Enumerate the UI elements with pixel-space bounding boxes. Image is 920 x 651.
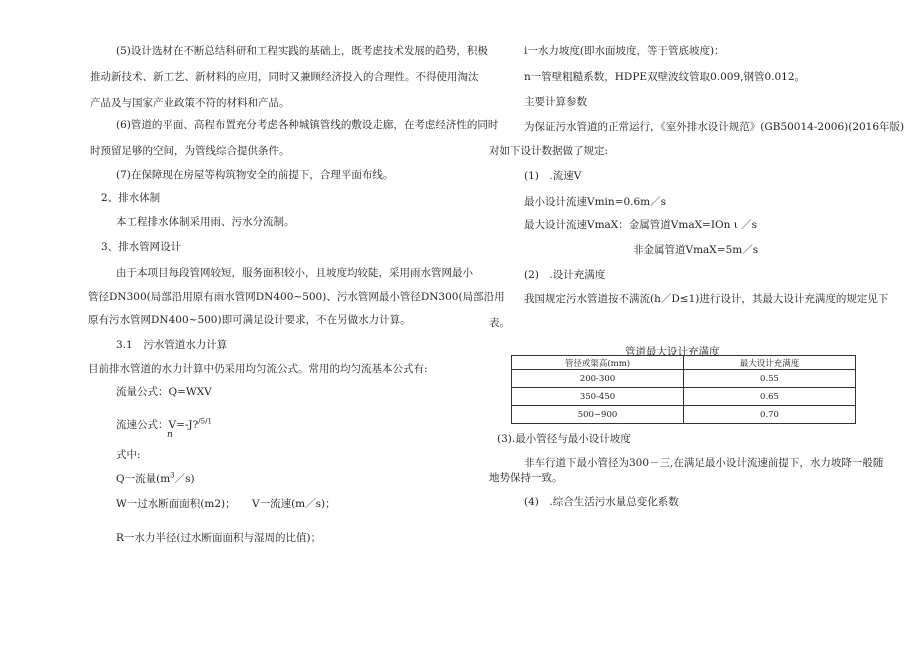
speed-formula-exponent: /5/1 (198, 417, 212, 426)
para-5-line-1: (5)设计选材在不断总结科研和工程实践的基础上，既考虑技术发展的趋势，积极 (116, 45, 488, 57)
table-header-max-fill: 最大设计充满度 (684, 356, 856, 370)
table-row (512, 406, 856, 424)
main-params-heading: 主要计算参数 (524, 96, 587, 108)
v-definition: V一流速(m／s)； (252, 498, 336, 510)
speed-formula-text: 流速公式：V=-J? (116, 419, 199, 431)
para-7-line-1: (7)在保障现在房屋等构筑物安全的前提下，合理平面布线。 (116, 169, 394, 181)
r-definition: R一水力半径(过水断面面积与湿周的比值)； (116, 532, 322, 544)
q-definition-text: Q一流量(m (116, 473, 171, 485)
vmin-text: 最小设计流速Vmin=0.6m／s (524, 196, 667, 208)
vmax-nonmetal-text: 非金属管道VmaX=5m／s (633, 244, 759, 256)
speed-formula-denominator: n (167, 430, 173, 440)
drainage-system-text: 本工程排水体制采用雨、污水分流制。 (116, 216, 295, 228)
heading-drainage-system: 2、排水体制 (101, 192, 161, 204)
para-5-line-3: 产品及与国家产业政策不符的材料和产品。 (90, 97, 290, 109)
table-cell-max-fill: 0.65 (684, 388, 856, 406)
speed-formula (116, 418, 212, 432)
table-title: 管道最大设计充满度 (625, 346, 720, 358)
q-unit-exponent: 3 (170, 471, 175, 480)
where-label: 式中: (116, 449, 141, 461)
fill-line-1: 我国规定污水管道按不满流(h／D≤1)进行设计，其最大设计充满度的规定见下 (524, 293, 889, 305)
table-cell-max-fill: 0.70 (684, 406, 856, 424)
para-8-line-2: 管径DN300(局部沿用原有雨水管网DN400~500)、污水管网最小管径DN300(局部沿用 (88, 291, 505, 303)
table-row (512, 388, 856, 406)
para-8-line-3: 原有污水管网DN400~500)即可满足设计要求，不在另做水力计算。 (88, 314, 411, 326)
para-5-line-2: 推动新技术、新工艺、新材料的应用，同时又兼顾经济投入的合理性。不得使用淘汰 (90, 71, 479, 83)
params-line-2: 对如下设计数据做了规定: (489, 145, 609, 157)
item-4-variation-factor: (4) .综合生活污水量总变化系数 (524, 496, 679, 508)
table-cell-diameter: 200-300 (512, 370, 684, 388)
para-6-line-2: 时预留足够的空间，为管线综合提供条件。 (90, 145, 290, 157)
slope-line-1: 非车行道下最小管径为300ㄧ三,在满足最小设计流速前提下，水力坡降一般随 (524, 457, 884, 469)
heading-drainage-network: 3、排水管网设计 (101, 241, 182, 253)
table-header-diameter: 管径或渠高(mm) (512, 356, 684, 370)
q-definition (116, 472, 195, 486)
para-6-line-1: (6)管道的平面、高程布置充分考虑各种城镇管线的敷设走廊，在考虑经济性的同时 (116, 119, 499, 131)
max-fill-table (511, 355, 856, 424)
n-definition: n一管壁粗糙系数，HDPE双壁波纹管取0.009,钢管0.012。 (524, 71, 806, 83)
item-1-velocity: (1) .流速V (524, 170, 582, 182)
table-row (512, 370, 856, 388)
item-3-min-diameter: (3).最小管径与最小设计坡度 (497, 433, 631, 445)
slope-line-2: 地势保持一致。 (489, 472, 563, 484)
para-8-line-1: 由于本项目每段管网较短，服务面积较小，且坡度均较陡，采用雨水管网最小 (116, 267, 473, 279)
flow-formula: 流量公式：Q=WXV (116, 386, 212, 398)
table-header-row (512, 356, 856, 370)
section-3-1-text: 目前排水管道的水力计算中仍采用均匀流公式。常用的均匀流基本公式有: (88, 363, 428, 375)
vmax-text: 最大设计流速VmaX：金属管道VmaX=IOn ι ／s (524, 219, 758, 231)
table-cell-diameter: 350-450 (512, 388, 684, 406)
table-cell-max-fill: 0.55 (684, 370, 856, 388)
i-definition: i一水力坡度(即水面坡度，等于管底坡度)： (524, 45, 725, 57)
table-cell-diameter: 500~900 (512, 406, 684, 424)
w-definition: W一过水断面面积(m2)； (116, 498, 236, 510)
section-3-1-heading: 3.1 污水管道水力计算 (116, 339, 228, 351)
item-2-fill-degree: (2) .设计充满度 (524, 269, 606, 281)
fill-line-2: 表。 (489, 317, 510, 329)
params-line-1: 为保证污水管道的正常运行，《室外排水设计规范》(GB50014-2006)(2016年版) (524, 121, 905, 133)
q-definition-tail: ／s) (174, 473, 195, 485)
